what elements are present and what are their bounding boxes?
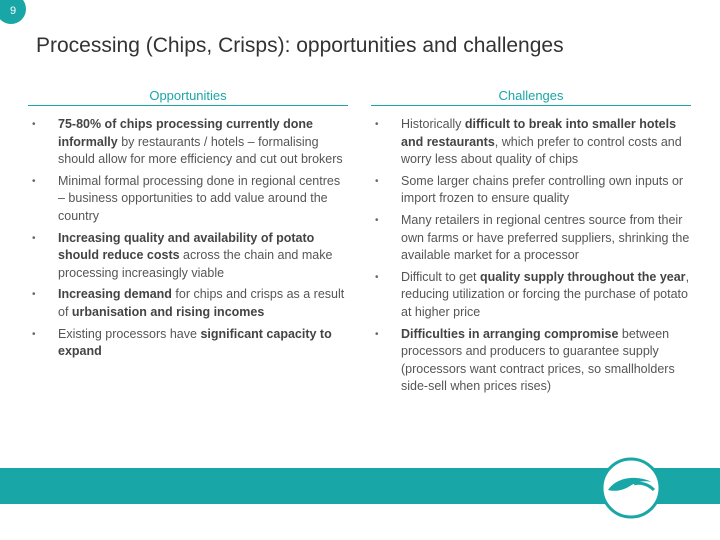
slide-number-badge [0, 0, 26, 24]
challenges-column [371, 88, 691, 400]
text-segment: by restaurants / hotels – formalising should allow for more efficiency and cut out brokers [58, 134, 343, 167]
bold-text: Increasing demand [58, 287, 172, 302]
text-segment: for chips and crisps as a result of [58, 287, 345, 319]
challenges-item [371, 269, 691, 322]
bullet-icon: • [375, 119, 379, 130]
bullet-icon: • [375, 175, 379, 187]
challenges-item [371, 326, 691, 396]
opportunities-item [28, 286, 348, 321]
opportunities-heading: Opportunities [28, 88, 348, 106]
text-segment: across the chain and make processing increasingly viable [58, 248, 333, 280]
bold-text: 75-80% of chips processing currently done informally [58, 117, 313, 149]
bullet-icon: • [32, 232, 36, 244]
bullet-icon: • [32, 289, 36, 301]
text-segment: Existing processors have [58, 326, 201, 341]
bold-text: Difficulties in arranging compromise [401, 326, 619, 341]
bullet-icon: • [375, 328, 379, 340]
text-segment: , which prefer to control costs and worry less about quality of chips [401, 134, 682, 167]
bullet-icon: • [375, 214, 379, 226]
bullet-icon: • [32, 175, 36, 187]
text-segment: Minimal formal processing done in regional centres – business opportunities to add value around the country [58, 173, 341, 223]
bullet-icon: • [375, 271, 379, 283]
bird-logo-icon [594, 456, 668, 520]
slide-number: 9 [9, 5, 17, 17]
bold-text: quality supply throughout the year [479, 269, 686, 284]
bold-text: Increasing quality and availability of potato should reduce costs [58, 230, 315, 263]
opportunities-list [28, 116, 348, 361]
challenges-list [371, 116, 691, 396]
text-segment: between processors and producers to guarantee supply (processors want contract prices, so smallholders side-sell when prices rises) [401, 326, 675, 394]
opportunities-item [28, 326, 348, 361]
opportunities-item [28, 230, 348, 283]
bullet-icon: • [32, 119, 36, 130]
text-segment: Some larger chains prefer controlling own inputs or import frozen to ensure quality [401, 173, 684, 206]
text-segment: Many retailers in regional centres source from their own farms or have preferred suppliers, shrinking the available market for a processor [401, 212, 690, 263]
challenges-heading: Challenges [371, 88, 691, 106]
bold-text: urbanisation and rising incomes [71, 304, 265, 319]
opportunities-item [28, 173, 348, 226]
text-segment: , reducing utilization or forcing the purchase of potato at higher price [401, 269, 690, 319]
challenges-item [371, 173, 691, 208]
slide-title: Processing (Chips, Crisps): opportunities and challenges [36, 34, 564, 57]
opportunities-column [28, 88, 348, 365]
challenges-item [371, 212, 691, 265]
challenges-item [371, 116, 691, 169]
bullet-icon: • [32, 328, 36, 340]
opportunities-item [28, 116, 348, 169]
bold-text: significant capacity to expand [58, 326, 332, 359]
bold-text: difficult to break into smaller hotels and restaurants [401, 117, 677, 149]
text-segment: Historically [401, 117, 465, 131]
text-segment: Difficult to get [401, 269, 480, 284]
